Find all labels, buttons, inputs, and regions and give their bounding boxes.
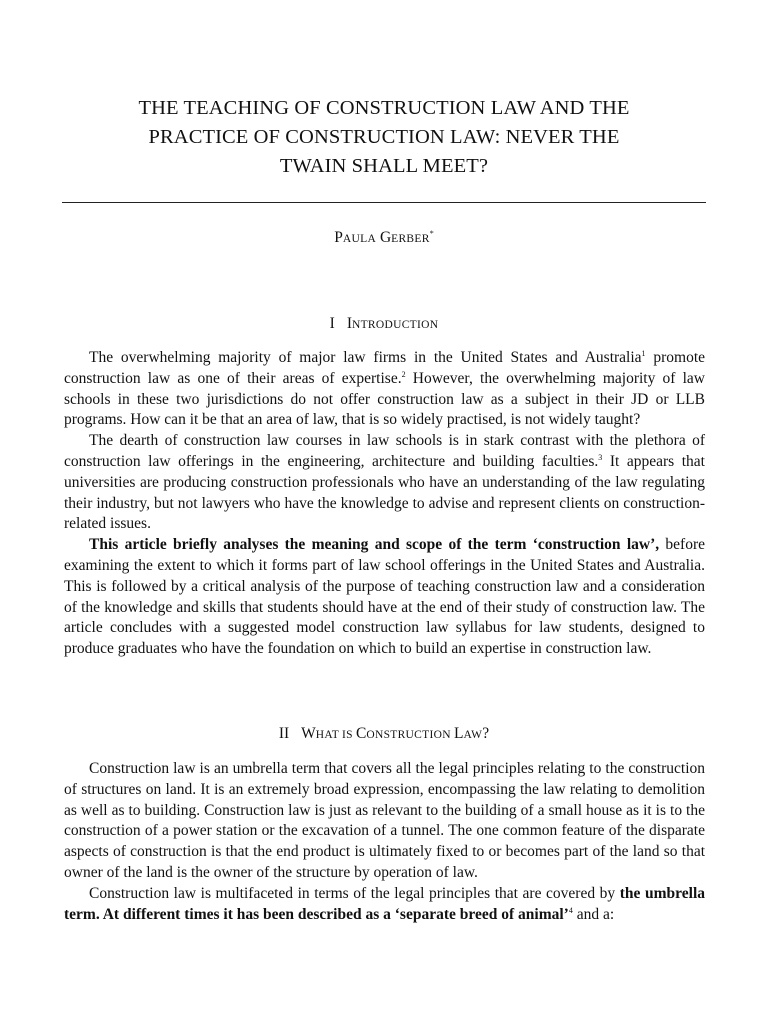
section-heading-introduction [62,315,706,333]
paragraph [64,759,705,884]
paragraph-text: promote construction law as one of their areas of expertise. [64,349,706,387]
heading-initial: C [356,725,367,742]
author-first-rest: AULA [342,233,377,245]
paragraph-text: However, the overwhelming majority of law schools in these two jurisdictions do not offer construction law as a subject in their JD or LLB programs. How can it be that an area of law, that is so widely practised, is not widely taught? [64,369,705,429]
heading-punctuation: ? [482,725,490,742]
paragraph-text-bold: This article briefly analyses the meaning and scope of the term ‘construction law’, [89,536,660,554]
author-first-initial: P [334,229,343,246]
title-line-3: TWAIN SHALL MEET? [279,155,489,177]
paragraph [64,535,705,660]
section-number: II [278,725,290,742]
author-last-initial: G [379,229,392,246]
heading-initial: W [301,725,316,742]
paragraph-text: Construction law is multifaceted in terms of the legal principles that are covered by [89,884,620,902]
construction-law-body [64,759,705,925]
title-line-2: PRACTICE OF CONSTRUCTION LAW: NEVER THE [148,126,620,148]
heading-rest: HAT IS [315,729,357,741]
author-footnote-marker[interactable]: * [429,228,434,238]
paragraph-text: Construction law is an umbrella term that covers all the legal principles relating to the construction of structures on land. It is an extremely broad expression, encompassing the law relating to demolition as well as to building. Construction law is just as relevant to the building of a small house as it is to the construction of a power station or the excavation of a tunnel. The one common feature of the disparate aspects of construction is that the end product is ultimately fixed to or becomes part of the land so that owner of the land is the owner of the structure by operation of law. [64,760,705,881]
paragraph-text-bold: the umbrella term. At different times it has been described as a ‘separate breed of animal’ [64,884,706,923]
paragraph-text: The dearth of construction law courses in law schools is in stark contrast with the plethora of construction law offerings in the engineering, architecture and building faculties. [64,432,705,470]
heading-initial: I [346,315,352,332]
paragraph [64,348,705,431]
footnote-marker[interactable]: 3 [598,452,603,462]
heading-rest: AW [463,729,483,741]
paragraph [64,884,705,926]
paragraph-text: It appears that universities are producing construction professionals who have an understanding of the law regulating their industry, but not lawyers who have the knowledge to advise and represent clients on construction-related issues. [64,452,705,533]
title-line-1: THE TEACHING OF CONSTRUCTION LAW AND THE [138,97,630,119]
heading-rest: NTRODUCTION [351,319,439,331]
footnote-marker[interactable]: 2 [401,369,406,379]
paragraph-text: and a: [572,905,615,923]
heading-rest: ONSTRUCTION [366,729,454,741]
article-title [62,94,706,181]
footnote-marker[interactable]: 4 [568,905,573,915]
paragraph-text: before examining the extent to which it forms part of law school offerings in the United States and Australia. This is followed by a critical analysis of the purpose of teaching construction law and a consideration of the knowledge and skills that students should have at the end of their study of construction law. The article concludes with a suggested model construction law syllabus for law students, designed to produce graduates who have the foundation on which to build an expertise in construction law. [64,536,705,658]
heading-initial: L [453,725,464,742]
section-number: I [329,315,335,332]
footnote-marker[interactable]: 1 [641,348,646,358]
title-divider [62,202,706,203]
section-heading-what-is-construction-law [62,725,706,743]
paragraph [64,431,705,535]
introduction-body [64,348,705,660]
paragraph-text: The overwhelming majority of major law firms in the United States and Australia [89,349,642,366]
author-line [62,229,706,247]
author-last-rest: ERBER [391,233,430,245]
